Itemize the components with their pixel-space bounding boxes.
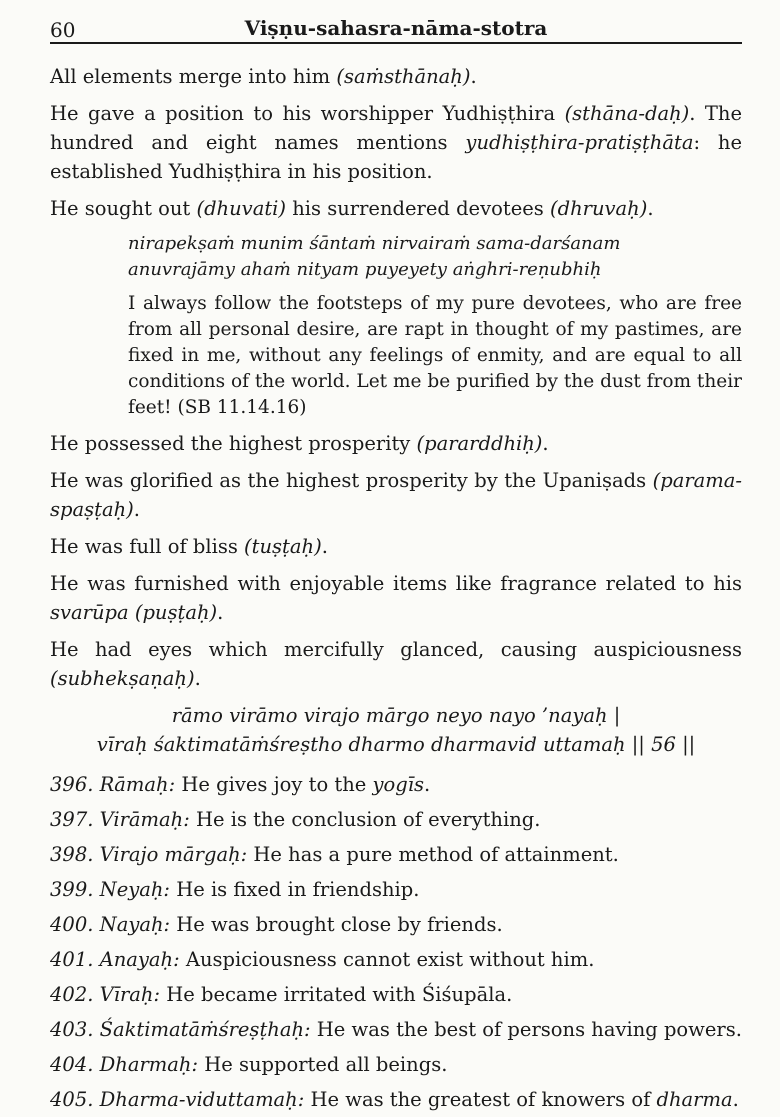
paragraph: He possessed the highest prosperity (pararddhiḥ). [50, 432, 549, 455]
list-item: 401. Anayaḥ: Auspiciousness cannot exist without him. [50, 948, 595, 971]
shloka-line: rāmo virāmo virajo mārgo neyo nayo ’nayaḥ | [171, 704, 621, 727]
list-item: 399. Neyaḥ: He is fixed in friendship. [50, 878, 420, 901]
paragraph: All elements merge into him (saṁsthānaḥ). [50, 65, 477, 88]
paragraph: He was furnished with enjoyable items like fragrance related to his svarūpa (puṣṭaḥ). [50, 572, 742, 624]
list-item: 402. Vīraḥ: He became irritated with Śiśupāla. [50, 983, 513, 1006]
verse-translation: I always follow the footsteps of my pure devotees, who are free from all personal desire, are rapt in thought of my pastimes, are fixed in me, without any feelings of enmity, and are equal to all conditions of the world. Let me be purified by the dust from their feet! (SB 11.14.16) [128, 293, 742, 418]
list-item: 398. Virajo mārgaḥ: He has a pure method of attainment. [50, 843, 619, 866]
shloka-verse [50, 701, 742, 759]
list-item: 396. Rāmaḥ: He gives joy to the yogīs. [50, 773, 431, 796]
shloka-line: vīraḥ śaktimatāṁśreṣtho dharmo dharmavid uttamaḥ || 56 || [96, 733, 696, 756]
paragraph: He was glorified as the highest prosperity by the Upaniṣads (parama-spaṣṭaḥ). [50, 469, 743, 521]
paragraph: He gave a position to his worshipper Yudhiṣṭhira (sthāna-daḥ). The hundred and eight names mentions yudhiṣṭhira-pratiṣṭhāta: he established Yudhiṣṭhira in his position. [50, 102, 743, 183]
list-item: 405. Dharma-viduttamaḥ: He was the greatest of knowers of dharma. [50, 1088, 739, 1111]
page-header [50, 14, 742, 44]
page-body [50, 62, 742, 1117]
paragraph: He had eyes which mercifully glanced, causing auspiciousness (subhekṣaṇaḥ). [50, 638, 742, 690]
list-item: 400. Nayaḥ: He was brought close by friends. [50, 913, 503, 936]
verse-line: anuvrajāmy ahaṁ nityam puyeyety aṅghri-reṇubhiḥ [128, 259, 602, 280]
paragraph: He sought out (dhuvati) his surrendered devotees (dhruvaḥ). [50, 197, 654, 220]
running-title: Viṣṇu-sahasra-nāma-stotra [244, 16, 548, 40]
page-number: 60 [50, 18, 76, 42]
verse-line: nirapekṣaṁ munim śāntaṁ nirvairaṁ sama-darśanam [128, 233, 621, 254]
list-item: 403. Śaktimatāṁśreṣṭhaḥ: He was the best of persons having powers. [50, 1018, 742, 1041]
list-item: 397. Virāmaḥ: He is the conclusion of everything. [50, 808, 541, 831]
list-item: 404. Dharmaḥ: He supported all beings. [50, 1053, 448, 1076]
names-list [50, 767, 742, 1117]
paragraph: He was full of bliss (tuṣṭaḥ). [50, 535, 328, 558]
quoted-verse-block [128, 231, 742, 421]
